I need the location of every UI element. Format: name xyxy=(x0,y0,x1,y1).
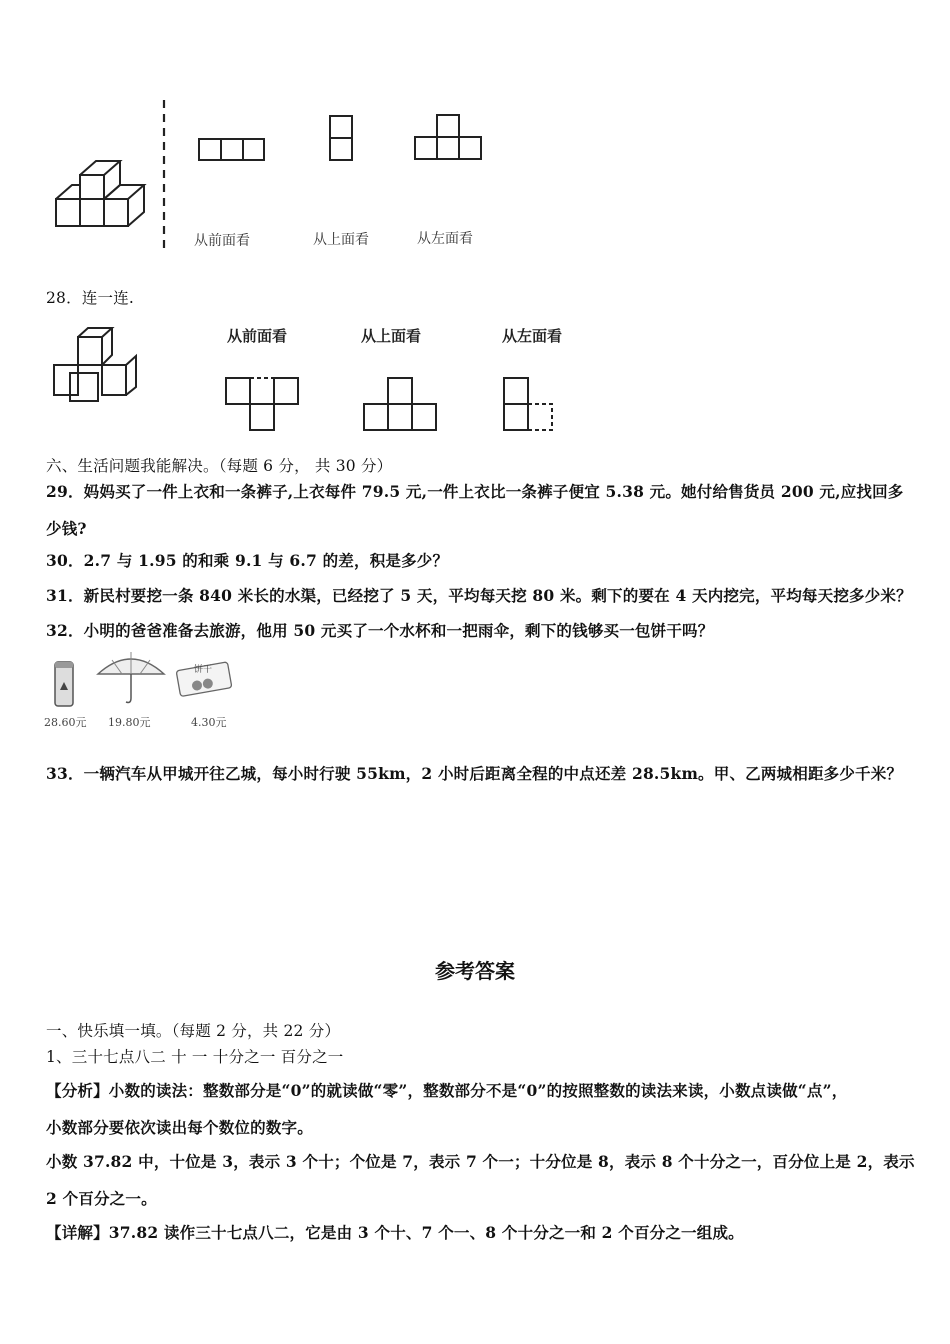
left-view-figure-28 xyxy=(502,376,558,432)
answers-title: 参考答案 xyxy=(435,959,515,983)
analysis-line-2: 小数部分要依次读出每个数位的数字。 xyxy=(46,1118,313,1137)
top-view-figure-27 xyxy=(327,114,357,164)
cup-price: 28.60元 xyxy=(44,716,87,729)
label-left-view-28: 从左面看 xyxy=(502,327,563,345)
label-top-view-27: 从上面看 xyxy=(313,232,369,248)
biscuit-label: 饼干 xyxy=(194,665,213,675)
front-view-figure-27 xyxy=(197,137,267,163)
analysis-line-1: 【分析】小数的读法：整数部分是“0”的就读做“零”，整数部分不是“0”的按照整数的读法来读，小数点读做“点”， xyxy=(46,1081,848,1100)
section-6-heading: 六、生活问题我能解决。（每题 6 分， 共 30 分） xyxy=(46,457,393,475)
top-view-figure-28 xyxy=(362,376,442,432)
umbrella-price: 19.80元 xyxy=(108,716,151,729)
answers-section-1: 一、快乐填一填。（每题 2 分，共 22 分） xyxy=(46,1022,341,1040)
question-29-line-1: 29．妈妈买了一件上衣和一条裤子,上衣每件 79.5 元,一件上衣比一条裤子便宜 5.38 元。她付给售货员 200 元,应找回多 xyxy=(46,482,904,501)
label-front-view-27: 从前面看 xyxy=(194,233,250,249)
biscuit-price: 4.30元 xyxy=(191,716,227,729)
cup-image xyxy=(52,660,76,708)
analysis-line-4: 2 个百分之一。 xyxy=(46,1189,157,1208)
front-view-figure-28 xyxy=(224,376,304,432)
question-28: 28．连一连. xyxy=(46,289,135,307)
question-29-line-2: 少钱? xyxy=(46,519,87,538)
question-33: 33．一辆汽车从甲城开往乙城，每小时行驶 55km，2 小时后距离全程的中点还差 28.5km。甲、乙两城相距多少千米？ xyxy=(46,764,903,783)
detail-line: 【详解】37.82 读作三十七点八二，它是由 3 个十、7 个一、8 个十分之一和 2 个百分之一组成。 xyxy=(46,1223,744,1242)
cube-stack-figure-27 xyxy=(52,155,162,255)
question-32: 32．小明的爸爸准备去旅游，他用 50 元买了一个水杯和一把雨伞，剩下的钱够买一包饼干吗？ xyxy=(46,621,714,640)
label-top-view-28: 从上面看 xyxy=(361,327,422,345)
left-view-figure-27 xyxy=(412,113,484,163)
analysis-line-3: 小数 37.82 中，十位是 3，表示 3 个十；个位是 7，表示 7 个一；十分位是 8，表示 8 个十分之一，百分位上是 2，表示 xyxy=(46,1152,915,1171)
answer-1: 1、三十七点八二 十 一 十分之一 百分之一 xyxy=(46,1048,344,1066)
question-31: 31．新民村要挖一条 840 米长的水渠，已经挖了 5 天，平均每天挖 80 米。剩下的要在 4 天内挖完，平均每天挖多少米？ xyxy=(46,586,912,605)
label-left-view-27: 从左面看 xyxy=(417,231,473,247)
dashed-divider xyxy=(161,100,167,250)
umbrella-image xyxy=(96,650,166,706)
label-front-view-28: 从前面看 xyxy=(227,327,288,345)
question-30: 30．2.7 与 1.95 的和乘 9.1 与 6.7 的差，积是多少？ xyxy=(46,551,449,570)
cube-stack-figure-28 xyxy=(50,325,150,405)
